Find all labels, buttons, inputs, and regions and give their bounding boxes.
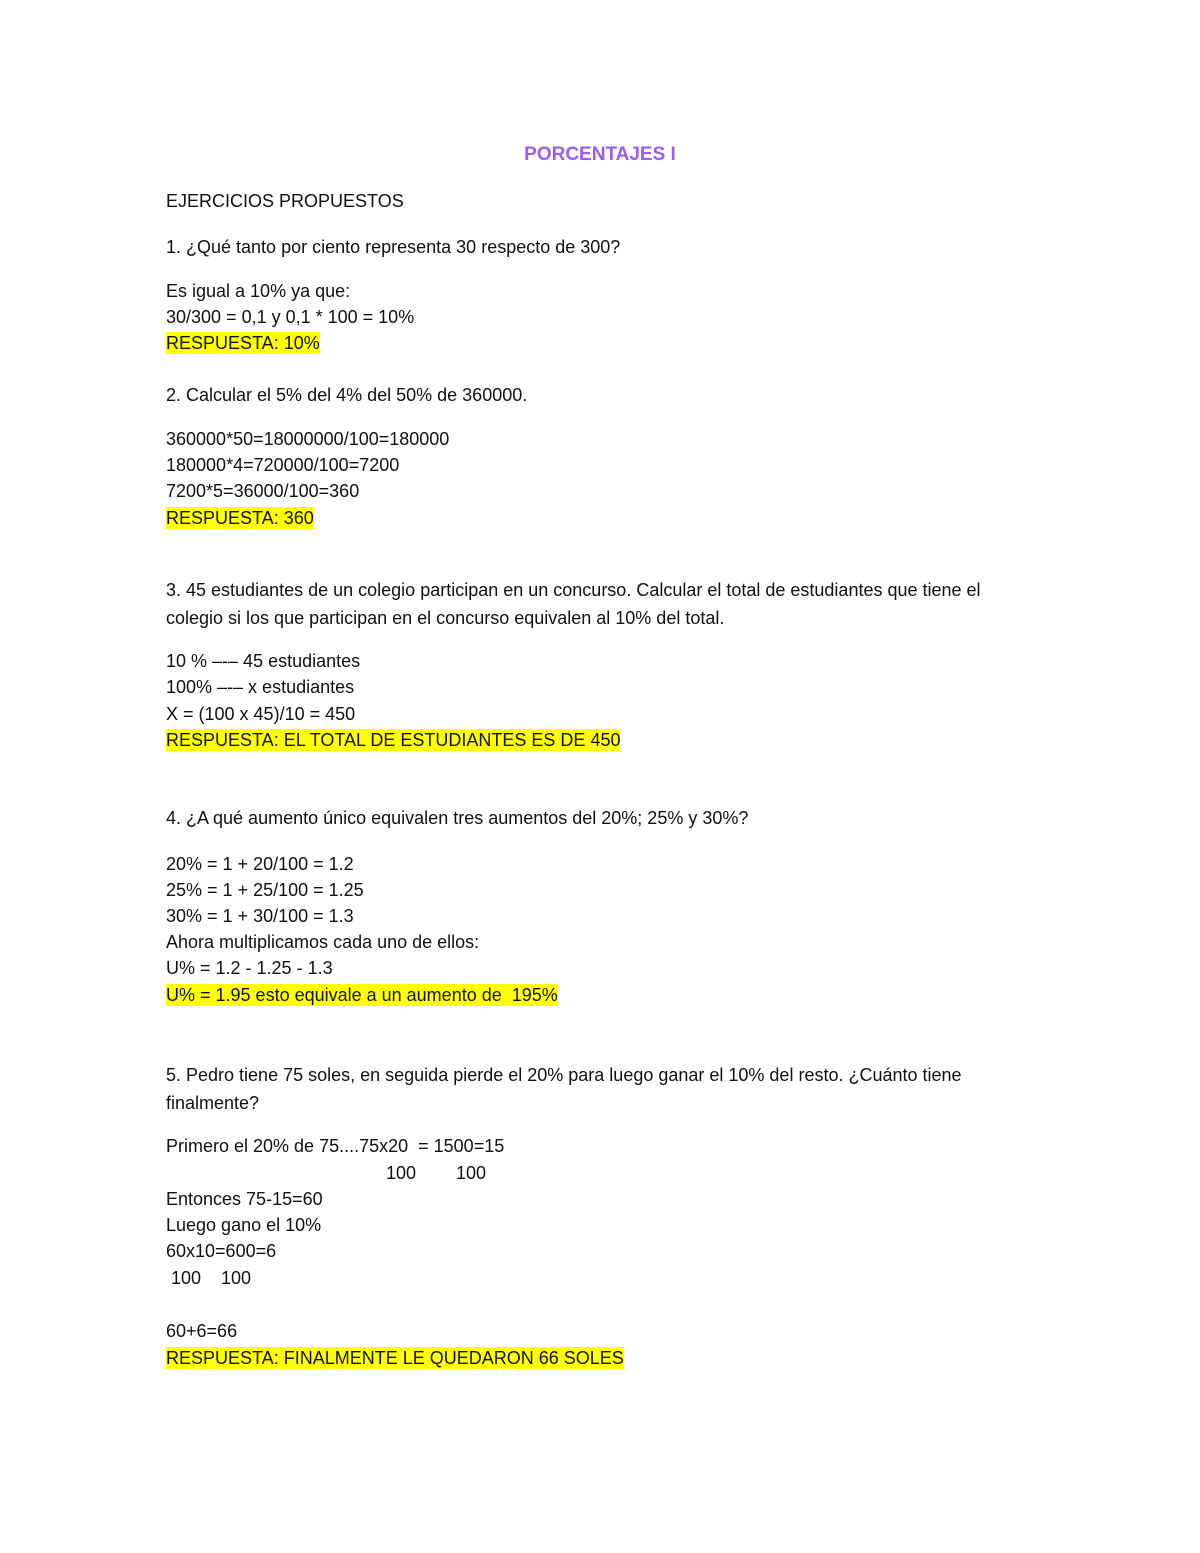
exercise-3-question: 3. 45 estudiantes de un colegio participan en un concurso. Calcular el total de estudiantes que tiene el colegio si los que participan en el concurso equivalen al 10% del total.	[166, 580, 981, 628]
section-subtitle: EJERCICIOS PROPUESTOS	[166, 191, 404, 211]
exercise-4-line: U% = 1.2 - 1.25 - 1.3	[166, 958, 333, 978]
exercise-5-denominators: 100 100	[166, 1268, 252, 1288]
exercise-3-answer: RESPUESTA: EL TOTAL DE ESTUDIANTES ES DE 450	[166, 730, 621, 750]
exercise-2-question: 2. Calcular el 5% del 4% del 50% de 360000.	[166, 385, 528, 405]
exercise-4-question: 4. ¿A qué aumento único equivalen tres aumentos del 20%; 25% y 30%?	[166, 808, 749, 828]
exercise-1-question: 1. ¿Qué tanto por ciento representa 30 respecto de 300?	[166, 237, 621, 257]
exercise-4-line: 20% = 1 + 20/100 = 1.2	[166, 854, 354, 874]
exercise-2-answer: RESPUESTA: 360	[166, 508, 314, 528]
exercise-4-answer: U% = 1.95 esto equivale a un aumento de 195%	[166, 985, 558, 1005]
exercise-4-line: 25% = 1 + 25/100 = 1.25	[166, 880, 364, 900]
exercise-3-line: 100% –-– x estudiantes	[166, 677, 355, 697]
exercise-2-line: 180000*4=720000/100=7200	[166, 455, 400, 475]
exercise-2-line: 360000*50=18000000/100=180000	[166, 429, 450, 449]
exercise-1-line: 30/300 = 0,1 y 0,1 * 100 = 10%	[166, 307, 415, 327]
exercise-5-line: Entonces 75-15=60	[166, 1189, 323, 1209]
exercise-5-question: 5. Pedro tiene 75 soles, en seguida pierde el 20% para luego ganar el 10% del resto. ¿Cuánto tiene finalmente?	[166, 1065, 962, 1113]
exercise-5-line: Luego gano el 10%	[166, 1215, 322, 1235]
exercise-4-line: Ahora multiplicamos cada uno de ellos:	[166, 932, 480, 952]
exercise-1-answer: RESPUESTA: 10%	[166, 333, 320, 353]
exercise-5-line: 60+6=66	[166, 1321, 238, 1341]
exercise-2-line: 7200*5=36000/100=360	[166, 481, 360, 501]
exercise-5-denominators: 100 100	[386, 1163, 487, 1183]
exercise-3-line: 10 % –-– 45 estudiantes	[166, 651, 361, 671]
exercise-3-line: X = (100 x 45)/10 = 450	[166, 704, 356, 724]
exercise-4-line: 30% = 1 + 30/100 = 1.3	[166, 906, 354, 926]
exercise-5-line: Primero el 20% de 75....75x20 = 1500=15	[166, 1136, 505, 1156]
exercise-1-line: Es igual a 10% ya que:	[166, 281, 351, 301]
exercise-5-answer: RESPUESTA: FINALMENTE LE QUEDARON 66 SOLES	[166, 1348, 624, 1368]
page-title: PORCENTAJES I	[524, 144, 676, 165]
exercise-5-line: 60x10=600=6	[166, 1241, 277, 1261]
